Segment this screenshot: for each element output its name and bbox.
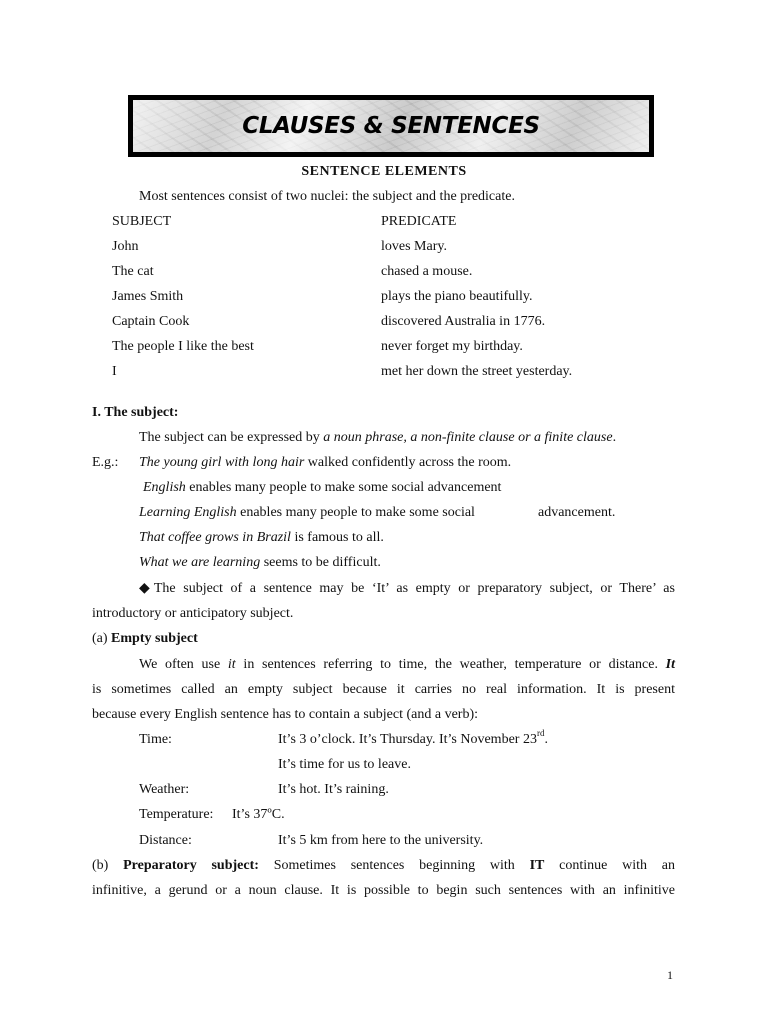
example-rest: enables many people to make some social advancement — [185, 480, 502, 495]
table-cell-subject: The people I like the best — [112, 339, 254, 354]
example-italic: Learning English — [139, 505, 237, 520]
weather-label: Weather: — [139, 782, 190, 797]
time-value-end: . — [544, 732, 548, 747]
empty-subject-prefix: (a) — [92, 631, 112, 646]
empty-subject-paragraph-line: is sometimes called an empty subject because it carries no real information. It is present — [92, 682, 675, 697]
table-cell-subject: I — [112, 364, 117, 379]
table-cell-subject: Captain Cook — [112, 314, 190, 329]
subject-definition-italic: a noun phrase, a non-finite clause or a finite clause — [323, 430, 613, 445]
example-rest: enables many people to make some social — [236, 505, 475, 520]
note-line — [139, 580, 675, 597]
example-line — [139, 555, 381, 571]
page-title: CLAUSES & SENTENCES — [242, 113, 540, 139]
distance-value: It’s 5 km from here to the university. — [278, 833, 484, 848]
title-banner — [128, 95, 654, 157]
empty-subject-label: Empty subject — [111, 631, 198, 646]
example-line — [139, 455, 511, 471]
example-rest: seems to be difficult. — [260, 555, 381, 570]
table-cell-predicate: never forget my birthday. — [381, 339, 523, 354]
paragraph-text: in sentences referring to time, the weather, temperature or distance. — [235, 657, 666, 672]
preparatory-text: continue with an — [544, 858, 676, 873]
time-value — [278, 728, 548, 748]
table-header-predicate: PREDICATE — [381, 214, 457, 229]
subject-definition — [139, 430, 616, 446]
subject-heading: I. The subject: — [92, 405, 179, 420]
temperature-value: It’s 37ºC. — [232, 807, 285, 822]
distance-label: Distance: — [139, 833, 192, 848]
time-value-2: It’s time for us to leave. — [278, 757, 411, 772]
preparatory-it: IT — [529, 858, 545, 873]
paragraph-bold-italic: It — [665, 657, 676, 672]
page-number: 1 — [667, 968, 673, 982]
table-cell-subject: The cat — [112, 264, 154, 279]
time-value-sup: rd — [536, 728, 545, 739]
intro-text: Most sentences consist of two nuclei: the subject and the predicate. — [139, 189, 515, 204]
example-line — [139, 530, 384, 546]
subject-definition-end: . — [612, 430, 617, 445]
table-cell-predicate: chased a mouse. — [381, 264, 473, 279]
preparatory-text: Sometimes sentences beginning with — [258, 858, 530, 873]
note-line-2: introductory or anticipatory subject. — [92, 606, 294, 621]
time-value-text: It’s 3 o’clock. It’s Thursday. It’s November 23 — [278, 732, 537, 747]
empty-subject-heading — [92, 631, 198, 647]
example-tail: advancement. — [538, 505, 616, 520]
preparatory-subject-line-2: infinitive, a gerund or a noun clause. It is possible to begin such sentences with an infinitive — [92, 883, 675, 898]
table-cell-predicate: discovered Australia in 1776. — [381, 314, 546, 329]
preparatory-prefix: (b) — [92, 858, 124, 873]
time-label: Time: — [139, 732, 172, 747]
eg-label: E.g.: — [92, 455, 119, 470]
example-line — [143, 480, 501, 496]
table-cell-subject: James Smith — [112, 289, 184, 304]
table-cell-predicate: plays the piano beautifully. — [381, 289, 533, 304]
example-italic: The young girl with long hair — [139, 455, 305, 470]
empty-subject-paragraph-line: because every English sentence has to contain a subject (and a verb): — [92, 707, 479, 722]
section-heading: SENTENCE ELEMENTS — [301, 164, 467, 179]
preparatory-subject-line — [92, 858, 675, 874]
example-italic: English — [143, 480, 186, 495]
example-line — [139, 505, 475, 521]
paragraph-italic: it — [227, 657, 236, 672]
table-cell-predicate: loves Mary. — [381, 239, 447, 254]
paragraph-text: We often use — [139, 657, 228, 672]
example-rest: is famous to all. — [290, 530, 384, 545]
weather-value: It’s hot. It’s raining. — [278, 782, 389, 797]
empty-subject-paragraph-line — [139, 657, 675, 673]
preparatory-label: Preparatory subject: — [123, 858, 259, 873]
table-cell-subject: John — [112, 239, 139, 254]
example-italic: What we are learning — [139, 555, 261, 570]
note-text: The subject of a sentence may be ‘It’ as empty or preparatory subject, or There’ as — [153, 581, 675, 596]
table-header-subject: SUBJECT — [112, 214, 172, 229]
subject-definition-text: The subject can be expressed by — [139, 430, 324, 445]
diamond-bullet-icon: ◆ — [139, 580, 154, 596]
temperature-label: Temperature: — [139, 807, 214, 822]
example-italic: That coffee grows in Brazil — [139, 530, 291, 545]
table-cell-predicate: met her down the street yesterday. — [381, 364, 573, 379]
example-rest: walked confidently across the room. — [304, 455, 512, 470]
